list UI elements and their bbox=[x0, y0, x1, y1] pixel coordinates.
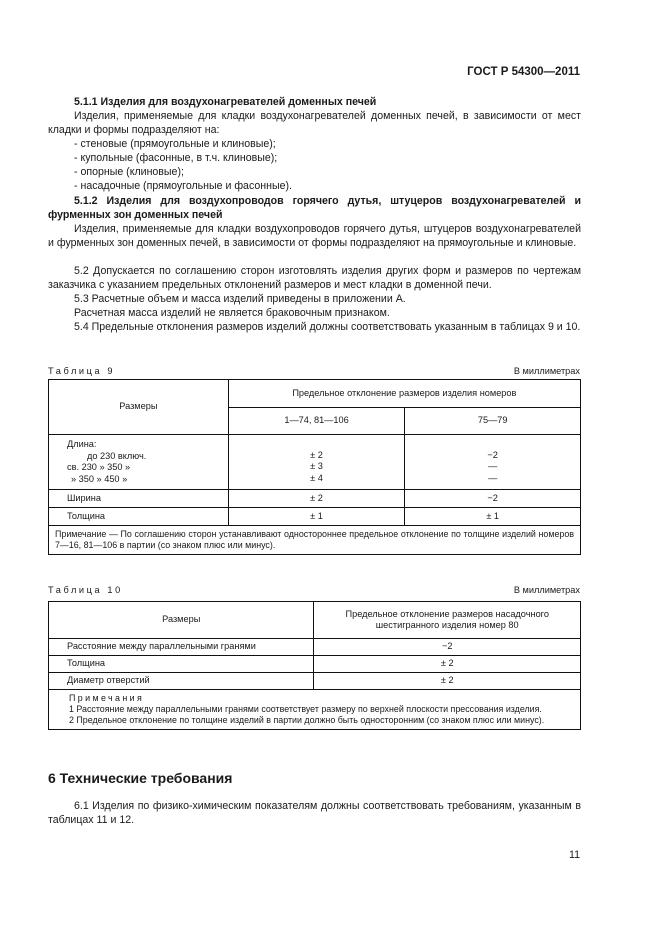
heading-5-1-2: 5.1.2 Изделия для воздухопроводов горячего дутья, штуцеров воздухонагревателей и фурменных зон доменных печей bbox=[48, 195, 581, 221]
table-9-length-col-b bbox=[405, 435, 581, 490]
table-9-note: Примечание — По соглашению сторон устанавливают одностороннее предельное отклонение по толщине изделий номеров 7—16, 81—106 в партии (со знаком плюс или минус). bbox=[49, 526, 581, 555]
table-9-thickness-label: Толщина bbox=[49, 508, 229, 526]
table-cell: ± 1 bbox=[405, 508, 581, 526]
paragraph-5-1-1: Изделия, применяемые для кладки воздухонагревателей доменных печей, в зависимости от мест кладки и формы подразделяют на: bbox=[48, 110, 581, 136]
table-cell: ± 2 bbox=[228, 490, 405, 508]
table-10-header-sizes: Размеры bbox=[49, 602, 314, 639]
table-cell: ± 2 bbox=[314, 673, 581, 690]
paragraph-5-1-2: Изделия, применяемые для кладки воздухопроводов горячего дутья, штуцеров воздухонагревателей и фурменных зон доменных печей, в зависимости от формы подразделяют на прямоугольные и клиновые. bbox=[48, 223, 581, 249]
table-9-header-col-b: 75—79 bbox=[405, 408, 581, 435]
page-number: 11 bbox=[569, 849, 580, 861]
table-cell: — bbox=[488, 472, 498, 483]
document-id: ГОСТ Р 54300—2011 bbox=[467, 66, 580, 78]
table-9 bbox=[48, 379, 581, 555]
length-label: Длина: bbox=[67, 439, 97, 449]
table-cell: ± 3 bbox=[310, 461, 323, 471]
table-cell: −2 bbox=[314, 639, 581, 656]
table-cell: ± 1 bbox=[228, 508, 405, 526]
list-item: - стеновые (прямоугольные и клиновые); bbox=[74, 138, 276, 150]
table-cell: ± 2 bbox=[314, 656, 581, 673]
table-cell: −2 bbox=[487, 449, 498, 460]
paragraph-5-2: 5.2 Допускается по соглашению сторон изготовлять изделия других форм и размеров по чертежам заказчика с указанием предельных отклонений размеров и мест кладки в доменной печи. bbox=[48, 265, 581, 291]
table-9-header-col-a: 1—74, 81—106 bbox=[228, 408, 405, 435]
heading-5-1-1: 5.1.1 Изделия для воздухонагревателей доменных печей bbox=[74, 96, 377, 108]
length-range-2: св. 230 » 350 » bbox=[67, 462, 131, 472]
table-9-caption: Таблица 9 bbox=[48, 366, 116, 376]
table-10-unit: В миллиметрах bbox=[513, 585, 580, 595]
table-9-width-label: Ширина bbox=[49, 490, 229, 508]
table-9-row-length bbox=[49, 435, 229, 490]
table-9-length-col-a bbox=[228, 435, 405, 490]
table-10 bbox=[48, 601, 581, 730]
table-10-row-label: Диаметр отверстий bbox=[49, 673, 314, 690]
length-range-3: » 350 » 450 » bbox=[71, 473, 128, 484]
table-9-unit: В миллиметрах bbox=[513, 366, 580, 376]
list-item: - опорные (клиновые); bbox=[74, 166, 184, 178]
table-10-header-dev: Предельное отклонение размеров насадочного шестигранного изделия номер 80 bbox=[314, 602, 581, 639]
table-10-row-label: Толщина bbox=[49, 656, 314, 673]
table-9-header-sizes: Размеры bbox=[49, 380, 229, 435]
section-6-title: 6 Технические требования bbox=[48, 770, 233, 786]
table-cell: — bbox=[488, 461, 498, 471]
table-10-row-label: Расстояние между параллельными гранями bbox=[49, 639, 314, 656]
table-9-header-group: Предельное отклонение размеров изделия номеров bbox=[228, 380, 580, 408]
length-range-1: до 230 включ. bbox=[87, 450, 147, 461]
table-10-note-1: 1 Расстояние между параллельными гранями соответствует размеру по верхней плоскости прессования изделия. bbox=[69, 704, 542, 714]
list-item: - купольные (фасонные, в т.ч. клиновые); bbox=[74, 152, 278, 164]
table-10-notes-title: Примечания bbox=[69, 693, 145, 703]
paragraph-5-3-note: Расчетная масса изделий не является браковочным признаком. bbox=[74, 307, 390, 319]
paragraph-5-3: 5.3 Расчетные объем и масса изделий приведены в приложении А. bbox=[74, 293, 406, 305]
table-cell: ± 2 bbox=[310, 449, 323, 460]
table-cell: ± 4 bbox=[310, 472, 323, 483]
list-item: - насадочные (прямоугольные и фасонные). bbox=[74, 180, 292, 192]
paragraph-6-1: 6.1 Изделия по физико-химическим показателям должны соответствовать требованиям, указанным в таблицах 11 и 12. bbox=[48, 800, 581, 826]
table-10-notes bbox=[49, 690, 581, 730]
table-10-caption: Таблица 10 bbox=[48, 585, 123, 595]
table-10-note-2: 2 Предельное отклонение по толщине изделий в партии должно быть односторонним (со знаком плюс или минус). bbox=[69, 715, 545, 725]
paragraph-5-4: 5.4 Предельные отклонения размеров изделий должны соответствовать указанным в таблицах 9 и 10. bbox=[74, 321, 581, 333]
table-cell: −2 bbox=[405, 490, 581, 508]
